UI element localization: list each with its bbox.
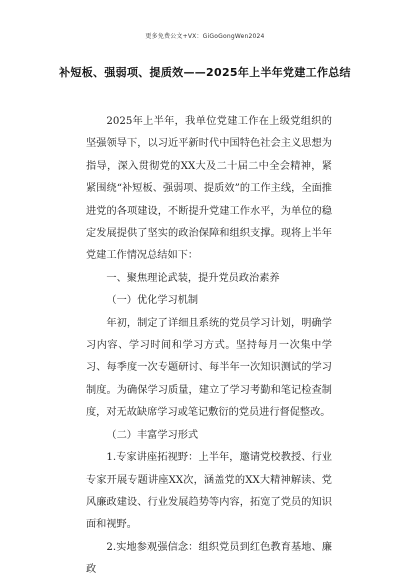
body-paragraph: 年初，制定了详细且系统的党员学习计划，明确学习内容、学习时间和学习方式。坚持每月一次集中学习、每季度一次专题研讨、每半年一次知识测试的学习制度。为确保学习质量，建立了学习考勤和笔记检查制度，对无故缺席学习或笔记敷衍的党员进行督促整改。: [86, 317, 332, 419]
subsection-heading-1: （一）优化学习机制: [106, 295, 199, 307]
document-body: [86, 111, 332, 582]
subsection-heading-2: （二）丰富学习形式: [106, 429, 199, 441]
body-paragraph: 2.实地参观强信念：组织党员到红色教育基地、廉政: [86, 541, 332, 576]
header-note: 更多免费公文+VX：GiGoGongWen2024: [145, 33, 265, 40]
section-heading-1: 一、聚焦理论武装，提升党员政治素养: [106, 272, 280, 284]
document-title: 补短板、强弱项、提质效——2025年上半年党建工作总结: [59, 66, 351, 79]
intro-paragraph: 2025年上半年，我单位党建工作在上级党组织的坚强领导下，以习近平新时代中国特色社会主义思想为指导，深入贯彻党的XX大及二十届二中全会精神，紧紧围绕“补短板、强弱项、提质效”的工作主线，全面推进党的各项建设，不断提升党建工作水平，为单位的稳定发展提供了坚实的政治保障和组织支撑。现将上半年党建工作情况总结如下：: [86, 116, 332, 262]
body-paragraph: 1.专家讲座拓视野：上半年，邀请党校教授、行业专家开展专题讲座XX次，涵盖党的XX大精神解读、党风廉政建设、行业发展趋势等内容，拓宽了党员的知识面和视野。: [86, 452, 332, 531]
